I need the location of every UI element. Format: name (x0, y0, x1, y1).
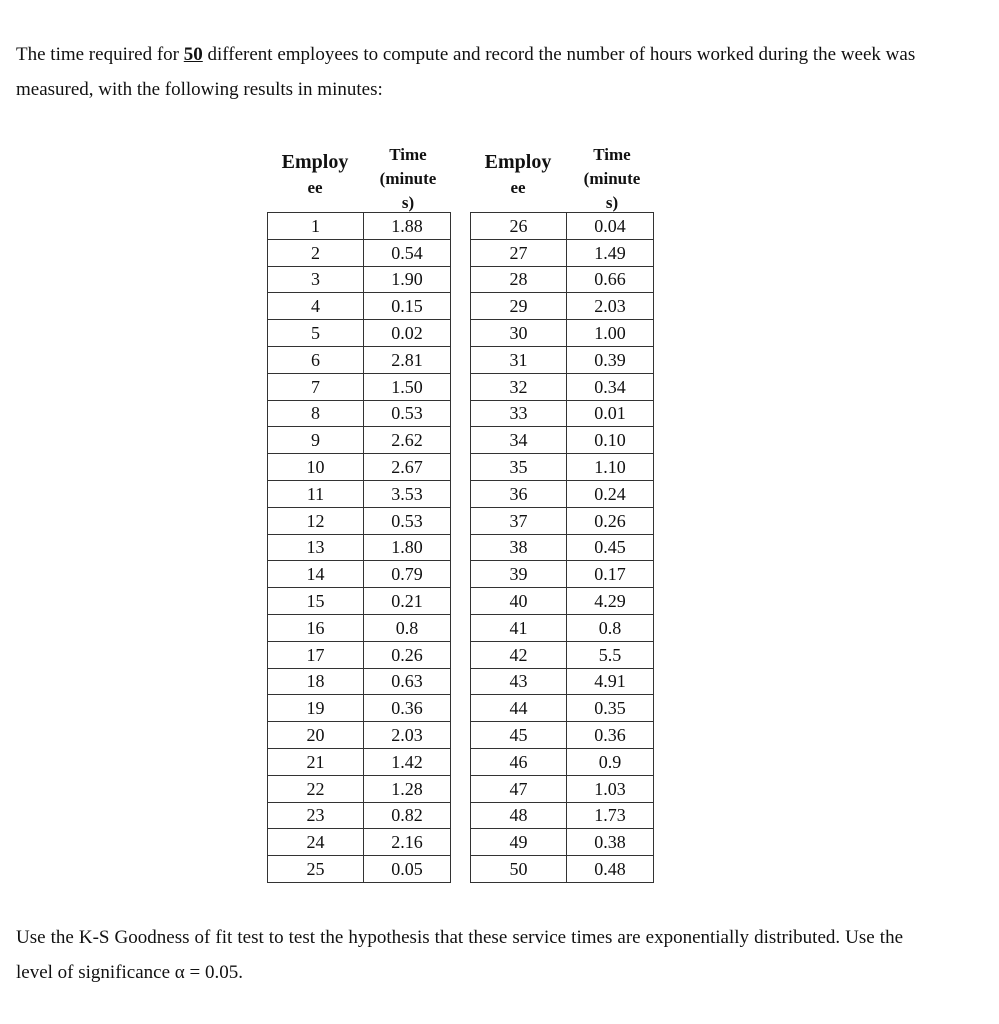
time-cell: 0.38 (567, 829, 654, 856)
header-line: s) (605, 193, 619, 212)
table-row (268, 373, 451, 400)
table-row (471, 293, 654, 320)
employee-cell: 21 (268, 748, 364, 775)
employee-cell: 37 (471, 507, 567, 534)
time-cell: 0.9 (567, 748, 654, 775)
employee-cell: 39 (471, 561, 567, 588)
table-row (471, 856, 654, 883)
table-row (268, 266, 451, 293)
time-cell: 0.04 (567, 213, 654, 240)
table-row (471, 346, 654, 373)
table-row (268, 293, 451, 320)
time-cell: 1.10 (567, 454, 654, 481)
table-row (268, 454, 451, 481)
table-row (268, 507, 451, 534)
time-header-right (567, 143, 657, 215)
time-cell: 0.39 (567, 346, 654, 373)
table-row (471, 561, 654, 588)
employee-cell: 43 (471, 668, 567, 695)
employee-cell: 27 (471, 239, 567, 266)
table-row (268, 775, 451, 802)
table-row (471, 239, 654, 266)
employee-header-left (265, 150, 365, 200)
employee-cell: 41 (471, 614, 567, 641)
employee-cell: 50 (471, 856, 567, 883)
employee-cell: 32 (471, 373, 567, 400)
employee-cell: 17 (268, 641, 364, 668)
employee-cell: 34 (471, 427, 567, 454)
employee-cell: 4 (268, 293, 364, 320)
header-line: Employ (484, 151, 552, 173)
employee-cell: 18 (268, 668, 364, 695)
time-cell: 0.24 (567, 480, 654, 507)
time-cell: 0.34 (567, 373, 654, 400)
times-table-left (267, 212, 451, 883)
time-header-left (363, 143, 453, 215)
table-row (471, 775, 654, 802)
employee-cell: 7 (268, 373, 364, 400)
table-row (268, 695, 451, 722)
table-row (268, 722, 451, 749)
time-cell: 2.81 (364, 346, 451, 373)
intro-paragraph (16, 37, 916, 107)
employee-cell: 1 (268, 213, 364, 240)
employee-cell: 25 (268, 856, 364, 883)
header-line: ee (307, 178, 323, 197)
employee-cell: 46 (471, 748, 567, 775)
table-row (471, 802, 654, 829)
time-cell: 1.00 (567, 320, 654, 347)
table-row (471, 641, 654, 668)
employee-cell: 16 (268, 614, 364, 641)
employee-cell: 5 (268, 320, 364, 347)
time-cell: 0.26 (364, 641, 451, 668)
time-cell: 0.01 (567, 400, 654, 427)
employee-cell: 45 (471, 722, 567, 749)
header-line: ee (510, 178, 526, 197)
employee-cell: 26 (471, 213, 567, 240)
employee-cell: 38 (471, 534, 567, 561)
time-cell: 1.03 (567, 775, 654, 802)
employee-cell: 3 (268, 266, 364, 293)
time-cell: 1.49 (567, 239, 654, 266)
time-cell: 5.5 (567, 641, 654, 668)
employee-cell: 31 (471, 346, 567, 373)
time-cell: 4.29 (567, 588, 654, 615)
table-row (471, 695, 654, 722)
time-cell: 0.05 (364, 856, 451, 883)
time-cell: 1.90 (364, 266, 451, 293)
employee-cell: 48 (471, 802, 567, 829)
table-row (268, 641, 451, 668)
employee-cell: 29 (471, 293, 567, 320)
time-cell: 0.21 (364, 588, 451, 615)
employee-header-right (468, 150, 568, 200)
question-paragraph: Use the K-S Goodness of fit test to test the hypothesis that these service times are exponentially distributed. Use the level of significance α = 0.05. (16, 927, 903, 983)
time-cell: 2.62 (364, 427, 451, 454)
time-cell: 0.82 (364, 802, 451, 829)
table-row (268, 668, 451, 695)
table-row (268, 534, 451, 561)
table-row (268, 480, 451, 507)
table-row (268, 427, 451, 454)
employee-cell: 44 (471, 695, 567, 722)
header-line: Time (593, 145, 631, 164)
time-cell: 0.26 (567, 507, 654, 534)
time-cell: 1.73 (567, 802, 654, 829)
table-row (471, 722, 654, 749)
time-cell: 0.54 (364, 239, 451, 266)
employee-cell: 20 (268, 722, 364, 749)
time-cell: 0.36 (567, 722, 654, 749)
table-row (268, 748, 451, 775)
table-row (268, 561, 451, 588)
table-row (268, 856, 451, 883)
employee-cell: 14 (268, 561, 364, 588)
time-cell: 1.80 (364, 534, 451, 561)
employee-cell: 6 (268, 346, 364, 373)
table-row (268, 213, 451, 240)
employee-cell: 24 (268, 829, 364, 856)
employee-cell: 11 (268, 480, 364, 507)
table-row (471, 614, 654, 641)
time-cell: 2.67 (364, 454, 451, 481)
employee-cell: 22 (268, 775, 364, 802)
time-cell: 0.53 (364, 507, 451, 534)
table-row (268, 400, 451, 427)
table-row (471, 480, 654, 507)
employee-cell: 33 (471, 400, 567, 427)
table-row (471, 320, 654, 347)
employee-cell: 36 (471, 480, 567, 507)
time-cell: 3.53 (364, 480, 451, 507)
time-cell: 2.03 (567, 293, 654, 320)
table-row (471, 213, 654, 240)
time-cell: 0.8 (364, 614, 451, 641)
time-cell: 0.53 (364, 400, 451, 427)
time-cell: 0.45 (567, 534, 654, 561)
table-row (471, 454, 654, 481)
employee-cell: 19 (268, 695, 364, 722)
table-row (268, 802, 451, 829)
table-row (471, 507, 654, 534)
intro-text: The time required for (16, 44, 184, 65)
employee-cell: 49 (471, 829, 567, 856)
employee-cell: 23 (268, 802, 364, 829)
time-cell: 2.16 (364, 829, 451, 856)
time-cell: 0.63 (364, 668, 451, 695)
time-cell: 0.66 (567, 266, 654, 293)
table-row (471, 427, 654, 454)
employee-cell: 15 (268, 588, 364, 615)
table-row (471, 829, 654, 856)
employee-cell: 2 (268, 239, 364, 266)
table-row (268, 614, 451, 641)
table-row (268, 588, 451, 615)
header-line: (minute (379, 169, 437, 188)
times-table-right (470, 212, 654, 883)
time-cell: 1.88 (364, 213, 451, 240)
time-cell: 4.91 (567, 668, 654, 695)
employee-cell: 28 (471, 266, 567, 293)
table-row (471, 668, 654, 695)
time-cell: 0.79 (364, 561, 451, 588)
table-row (471, 373, 654, 400)
table-row (471, 400, 654, 427)
header-line: (minute (583, 169, 641, 188)
time-cell: 0.8 (567, 614, 654, 641)
employee-cell: 8 (268, 400, 364, 427)
time-cell: 0.17 (567, 561, 654, 588)
employee-cell: 10 (268, 454, 364, 481)
employee-count: 50 (183, 44, 203, 65)
time-cell: 1.28 (364, 775, 451, 802)
time-cell: 0.48 (567, 856, 654, 883)
time-cell: 0.10 (567, 427, 654, 454)
time-cell: 1.50 (364, 373, 451, 400)
employee-cell: 47 (471, 775, 567, 802)
time-cell: 0.15 (364, 293, 451, 320)
table-row (268, 239, 451, 266)
intro-text-rest: different employees to compute and record the number of hours worked during the week was measured, with the following results in minutes: (16, 44, 916, 100)
table-row (268, 346, 451, 373)
time-cell: 2.03 (364, 722, 451, 749)
table-row (471, 748, 654, 775)
employee-cell: 12 (268, 507, 364, 534)
time-cell: 0.35 (567, 695, 654, 722)
header-line: s) (401, 193, 415, 212)
employee-cell: 40 (471, 588, 567, 615)
table-row (471, 266, 654, 293)
employee-cell: 35 (471, 454, 567, 481)
table-row (471, 534, 654, 561)
header-line: Time (389, 145, 427, 164)
employee-cell: 9 (268, 427, 364, 454)
employee-cell: 30 (471, 320, 567, 347)
time-cell: 0.02 (364, 320, 451, 347)
time-cell: 0.36 (364, 695, 451, 722)
employee-cell: 42 (471, 641, 567, 668)
table-row (471, 588, 654, 615)
table-row (268, 320, 451, 347)
header-line: Employ (281, 151, 349, 173)
table-row (268, 829, 451, 856)
time-cell: 1.42 (364, 748, 451, 775)
employee-cell: 13 (268, 534, 364, 561)
